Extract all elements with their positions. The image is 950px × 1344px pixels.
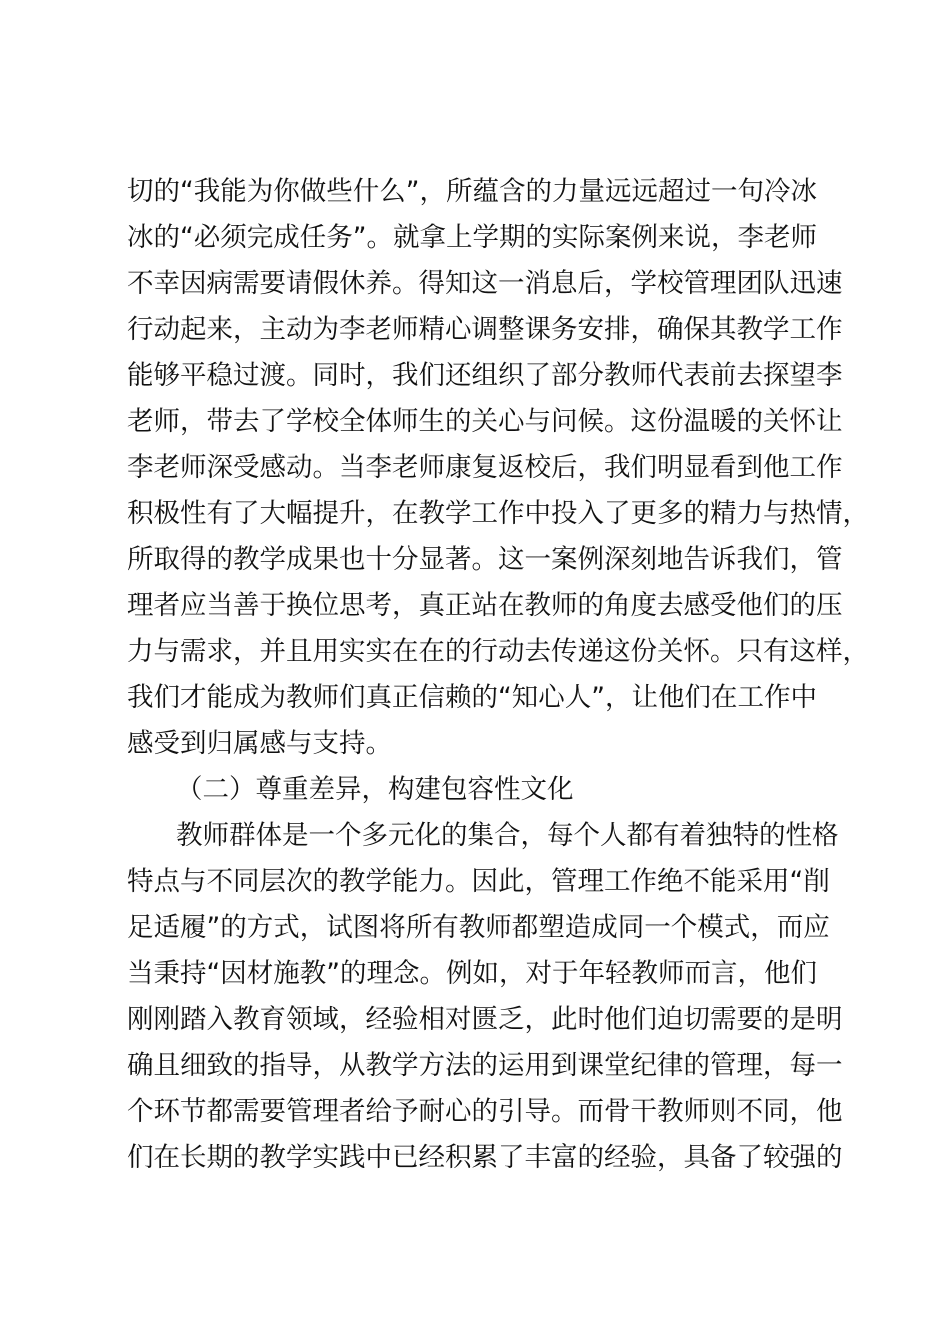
paragraph-line: 感受到归属感与支持。: [127, 728, 392, 759]
paragraph-line: 能够平稳过渡。同时，我们还组织了部分教师代表前去探望李: [127, 360, 843, 391]
paragraph-line: 力与需求，并且用实实在在的行动去传递这份关怀。只有这样，: [127, 636, 869, 667]
paragraph-line: 李老师深受感动。当李老师康复返校后，我们明显看到他工作: [127, 452, 843, 483]
paragraph-line: 积极性有了大幅提升，在教学工作中投入了更多的精力与热情，: [127, 498, 869, 529]
paragraph-line: 刚刚踏入教育领域，经验相对匮乏，此时他们迫切需要的是明: [127, 1004, 843, 1035]
paragraph-line: 我们才能成为教师们真正信赖的“知心人”，让他们在工作中: [127, 682, 817, 713]
paragraph-line: 所取得的教学成果也十分显著。这一案例深刻地告诉我们，管: [127, 544, 843, 575]
paragraph-line: 切的“我能为你做些什么”，所蕴含的力量远远超过一句冷冰: [127, 176, 817, 207]
paragraph-line: 教师群体是一个多元化的集合，每个人都有着独特的性格: [176, 820, 839, 851]
paragraph-line: 行动起来，主动为李老师精心调整课务安排，确保其教学工作: [127, 314, 843, 345]
paragraph-line: 个环节都需要管理者给予耐心的引导。而骨干教师则不同，他: [127, 1096, 843, 1127]
paragraph-line: 不幸因病需要请假休养。得知这一消息后，学校管理团队迅速: [127, 268, 843, 299]
paragraph-line: 确且细致的指导，从教学方法的运用到课堂纪律的管理，每一: [127, 1050, 843, 1081]
paragraph-line: 理者应当善于换位思考，真正站在教师的角度去感受他们的压: [127, 590, 843, 621]
paragraph-line: 足适履”的方式，试图将所有教师都塑造成同一个模式，而应: [127, 912, 830, 943]
paragraph-line: 特点与不同层次的教学能力。因此，管理工作绝不能采用“削: [127, 866, 830, 897]
paragraph-line: 老师，带去了学校全体师生的关心与问候。这份温暖的关怀让: [127, 406, 843, 437]
section-heading: （二）尊重差异，构建包容性文化: [176, 774, 574, 805]
paragraph-line: 冰的“必须完成任务”。就拿上学期的实际案例来说，李老师: [127, 222, 817, 253]
paragraph-line: 当秉持“因材施教”的理念。例如，对于年轻教师而言，他们: [127, 958, 817, 989]
paragraph-line: 们在长期的教学实践中已经积累了丰富的经验，具备了较强的: [127, 1142, 843, 1173]
